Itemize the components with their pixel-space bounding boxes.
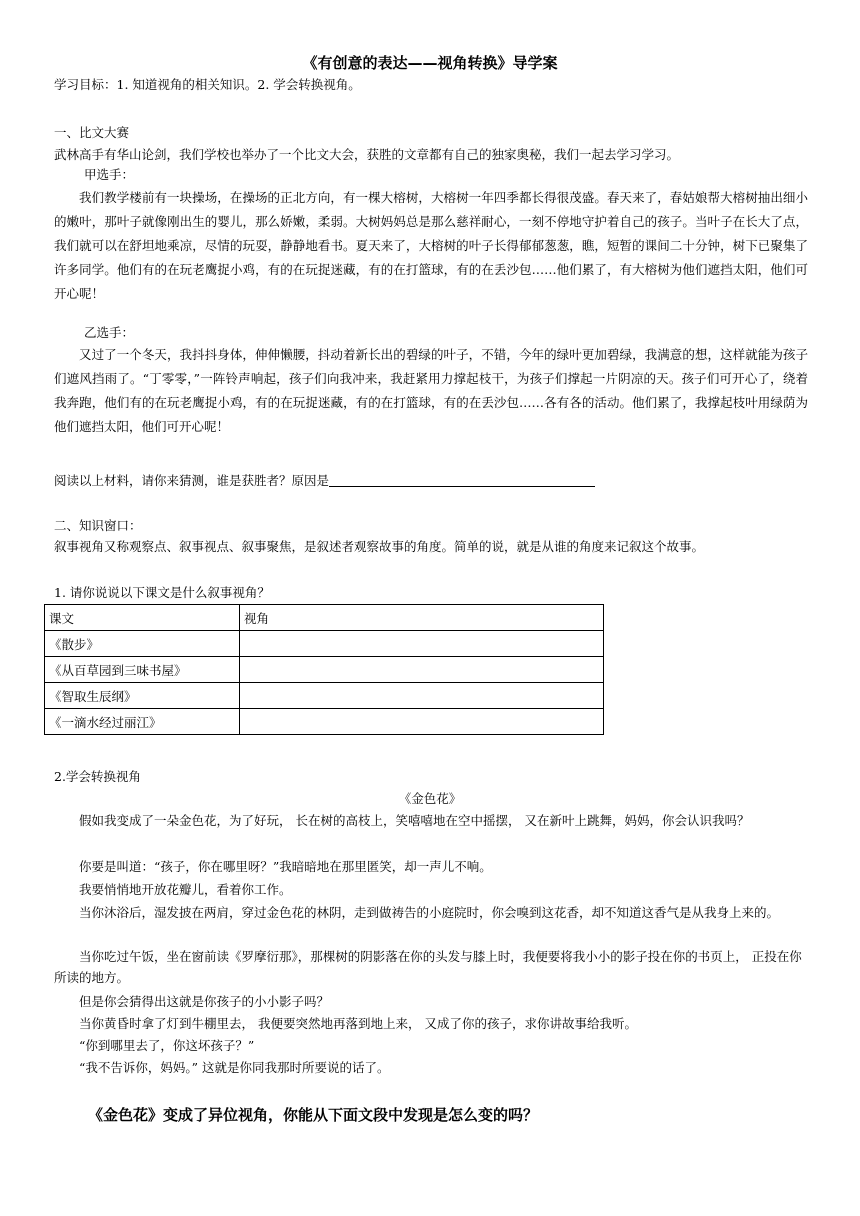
winner-question-text: 阅读以上材料，请你来猜测，谁是获胜者？原因是 — [54, 473, 330, 488]
narrative-definition: 叙事视角又称观察点、叙事视点、叙事聚焦，是叙述者观察故事的角度。简单的说，就是从谁的角度来记叙这个故事。 — [54, 539, 705, 554]
table-row — [45, 631, 604, 657]
table-cell-text: 《散步》 — [45, 631, 240, 657]
poem-paragraph: 你要是叫道：“孩子，你在哪里呀？”我暗暗地在那里匿笑，却一声儿不响。 — [79, 859, 492, 874]
winner-question — [54, 470, 806, 492]
table-row — [45, 709, 604, 735]
table-cell-view[interactable] — [240, 709, 604, 735]
contestant-a-label: 甲选手： — [84, 167, 135, 182]
table-header-row — [45, 605, 604, 631]
poem-paragraph: “我不告诉你，妈妈。” 这就是你同我那时所要说的话了。 — [79, 1060, 390, 1075]
page-title: 《有创意的表达——视角转换》导学案 — [302, 54, 558, 72]
final-question: 《金色花》变成了异位视角，你能从下面文段中发现是怎么变的吗？ — [88, 1106, 539, 1124]
poem-paragraph: 我要悄悄地开放花瓣儿，看着你工作。 — [79, 882, 292, 897]
table-cell-text: 《从百草园到三味书屋》 — [45, 657, 240, 683]
contestant-a-text: 我们教学楼前有一块操场，在操场的正北方向，有一棵大榕树，大榕树一年四季都长得很茂盛。春天来了，春姑娘帮大榕树抽出细小的嫩叶，那叶子就像刚出生的婴儿，那么娇嫩，柔弱。大树妈妈总是那么慈祥耐心，一刻不停地守护着自己的孩子。当叶子在长大了点，我们就可以在舒坦地乘凉，尽情的玩耍，静静地看书。夏天来了，大榕树的叶子长得郁郁葱葱，瞧，短暂的课间二十分钟，树下已聚集了许多同学。他们有的在玩老鹰捉小鸡，有的在玩捉迷藏，有的在打篮球，有的在丢沙包……他们累了，有大榕树为他们遮挡太阳，他们可开心呢！ — [54, 190, 808, 301]
poem-title: 《金色花》 — [398, 791, 462, 806]
poem-paragraph: “你到哪里去了，你这坏孩子？” — [79, 1038, 255, 1053]
contestant-b-text: 又过了一个冬天，我抖抖身体，伸伸懒腰，抖动着新长出的碧绿的叶子，不错，今年的绿叶更加碧绿，我满意的想，这样就能为孩子们遮风挡雨了。“丁零零，”一阵铃声响起，孩子们向我冲来，我赶紧用力撑起枝干，为孩子们撑起一片阴凉的天。孩子们可开心了，绕着我奔跑，他们有的在玩老鹰捉小鸡，有的在玩捉迷藏，有的在打篮球，有的在丢沙包……各有各的活动。他们累了，我撑起枝叶用绿荫为他们遮挡太阳，他们可开心呢！ — [54, 347, 808, 434]
section1-intro: 武林高手有华山论剑，我们学校也举办了一个比文大会，获胜的文章都有自己的独家奥秘，我们一起去学习学习。 — [54, 147, 680, 162]
poem-paragraph: 但是你会猜得出这就是你孩子的小小影子吗？ — [79, 994, 330, 1009]
poem-paragraph: 当你吃过午饭，坐在窗前读《罗摩衍那》，那棵树的阴影落在你的头发与膝上时，我便要将我小小的影子投在你的书页上， 正投在你所读的地方。 — [54, 949, 802, 985]
section1-heading: 一、比文大赛 — [54, 125, 130, 140]
narrative-view-table — [44, 604, 604, 735]
table-cell-view[interactable] — [240, 683, 604, 709]
table-cell-view[interactable] — [240, 657, 604, 683]
table-row — [45, 683, 604, 709]
question-2: 2.学会转换视角 — [54, 769, 141, 784]
table-row — [45, 657, 604, 683]
answer-blank[interactable] — [329, 472, 595, 487]
contestant-b-label: 乙选手： — [84, 325, 135, 340]
table-cell-text: 《智取生辰纲》 — [45, 683, 240, 709]
learning-objectives: 学习目标：1. 知道视角的相关知识。2. 学会转换视角。 — [54, 77, 361, 92]
poem-paragraph: 当你黄昏时拿了灯到牛棚里去， 我便要突然地再落到地上来， 又成了你的孩子，求你讲故事给我听。 — [79, 1016, 637, 1031]
table-header-view: 视角 — [240, 605, 604, 631]
table-header-text: 课文 — [45, 605, 240, 631]
question-1: 1. 请你说说以下课文是什么叙事视角？ — [54, 585, 270, 600]
table-cell-text: 《一滴水经过丽江》 — [45, 709, 240, 735]
section2-heading: 二、知识窗口： — [54, 518, 142, 533]
poem-paragraph: 当你沐浴后，湿发披在两肩，穿过金色花的林阴，走到做祷告的小庭院时，你会嗅到这花香，却不知道这香气是从我身上来的。 — [79, 905, 780, 920]
table-cell-view[interactable] — [240, 631, 604, 657]
poem-paragraph: 假如我变成了一朵金色花，为了好玩， 长在树的高枝上，笑嘻嘻地在空中摇摆， 又在新叶上跳舞，妈妈，你会认识我吗？ — [79, 813, 750, 828]
